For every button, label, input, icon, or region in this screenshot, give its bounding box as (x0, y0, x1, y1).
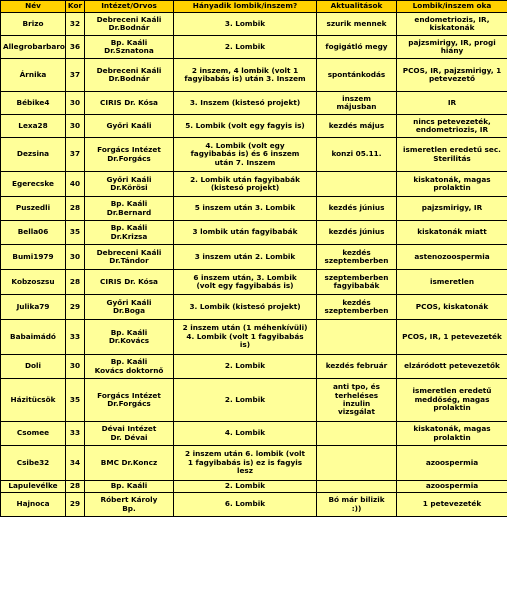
cell-age: 36 (66, 36, 85, 59)
cell-reason: ismeretlen (397, 270, 507, 295)
cell-age: 40 (66, 172, 85, 197)
cell-news: kezdés június (317, 197, 397, 221)
cell-reason: ismeretlen eredetű meddőség, magas prolaktin (397, 379, 507, 422)
cell-news: inszem májusban (317, 92, 397, 115)
table-header (1, 1, 507, 13)
table-row (1, 138, 507, 172)
table-row (1, 270, 507, 295)
cell-name: Házitücsök (1, 379, 66, 422)
table-row (1, 36, 507, 59)
table-row (1, 197, 507, 221)
cell-news: kezdés június (317, 221, 397, 245)
cell-reason: IR (397, 92, 507, 115)
cell-reason: PCOS, IR, 1 petevezeték (397, 320, 507, 355)
cell-clinic-doctor: Debreceni Kaáli Dr.Tándor (85, 245, 174, 270)
cell-news (317, 172, 397, 197)
cell-name: Lapulevélke (1, 481, 66, 493)
header-age: Kor (66, 1, 85, 13)
cell-age: 28 (66, 481, 85, 493)
table-row (1, 493, 507, 517)
cell-age: 33 (66, 320, 85, 355)
cell-reason: endometriozis, IR, kiskatonák (397, 13, 507, 36)
cell-attempt: 2 inszem után 6. lombik (volt 1 fagyibabás is) ez is fagyis lesz (174, 446, 317, 481)
cell-name: Csibe32 (1, 446, 66, 481)
cell-attempt: 2 inszem után (1 méhenkívüli) 4. Lombik (volt 1 fagyibabás is) (174, 320, 317, 355)
cell-name: Allegrobarbaro (1, 36, 66, 59)
cell-age: 29 (66, 493, 85, 517)
table-row (1, 245, 507, 270)
cell-attempt: 4. Lombik (volt egy fagyibabás is) és 6 inszem után 7. Inszem (174, 138, 317, 172)
header-attempt: Hányadik lombik/inszem? (174, 1, 317, 13)
cell-name: Bébike4 (1, 92, 66, 115)
cell-clinic-doctor: Bp. Kaáli Kovács doktornő (85, 355, 174, 379)
cell-reason: pajzsmirigy, IR, progi hiány (397, 36, 507, 59)
header-name: Név (1, 1, 66, 13)
table-row (1, 422, 507, 446)
cell-name: Brizo (1, 13, 66, 36)
cell-age: 28 (66, 270, 85, 295)
table-row (1, 115, 507, 138)
cell-name: Puszedli (1, 197, 66, 221)
cell-clinic-doctor: Bp. Kaáli Dr.Sznatona (85, 36, 174, 59)
cell-clinic-doctor: Győri Kaáli Dr.Boga (85, 295, 174, 320)
table-row (1, 13, 507, 36)
cell-age: 30 (66, 355, 85, 379)
cell-age: 37 (66, 138, 85, 172)
cell-reason: astenozoospermia (397, 245, 507, 270)
table-row (1, 92, 507, 115)
cell-reason: 1 petevezeték (397, 493, 507, 517)
cell-age: 35 (66, 221, 85, 245)
table-row (1, 295, 507, 320)
cell-clinic-doctor: Dévai Intézet Dr. Dévai (85, 422, 174, 446)
cell-age: 30 (66, 245, 85, 270)
cell-attempt: 3. Lombik (174, 13, 317, 36)
cell-name: Julika79 (1, 295, 66, 320)
cell-clinic-doctor: Bp. Kaáli Dr.Krizsa (85, 221, 174, 245)
cell-age: 35 (66, 379, 85, 422)
cell-news (317, 481, 397, 493)
cell-clinic-doctor: BMC Dr.Koncz (85, 446, 174, 481)
cell-reason: azoospermia (397, 481, 507, 493)
cell-reason: elzáródott petevezetők (397, 355, 507, 379)
cell-age: 30 (66, 92, 85, 115)
cell-reason: kiskatonák, magas prolaktin (397, 172, 507, 197)
table-row (1, 320, 507, 355)
cell-name: Bella06 (1, 221, 66, 245)
cell-attempt: 6. Lombik (174, 493, 317, 517)
cell-name: Bumi1979 (1, 245, 66, 270)
cell-attempt: 2. Lombik után fagyibabák (kistesó projekt) (174, 172, 317, 197)
cell-clinic-doctor: Győri Kaáli Dr.Körösi (85, 172, 174, 197)
cell-clinic-doctor: Forgács Intézet Dr.Forgács (85, 138, 174, 172)
cell-age: 32 (66, 13, 85, 36)
cell-attempt: 4. Lombik (174, 422, 317, 446)
cell-name: Lexa28 (1, 115, 66, 138)
cell-news: Bó már bilizik :)) (317, 493, 397, 517)
cell-news: spontánkodás (317, 59, 397, 92)
cell-age: 37 (66, 59, 85, 92)
cell-age: 28 (66, 197, 85, 221)
cell-news: anti tpo, és terheléses inzulin vizsgálat (317, 379, 397, 422)
cell-clinic-doctor: CIRIS Dr. Kósa (85, 92, 174, 115)
table-row (1, 221, 507, 245)
cell-clinic-doctor: Róbert Károly Bp. (85, 493, 174, 517)
table-body (1, 13, 507, 517)
cell-news: konzi 05.11. (317, 138, 397, 172)
cell-age: 29 (66, 295, 85, 320)
cell-news: kezdés szeptemberben (317, 245, 397, 270)
cell-name: Egerecske (1, 172, 66, 197)
cell-clinic-doctor: Bp. Kaáli Dr.Kovács (85, 320, 174, 355)
cell-name: Árnika (1, 59, 66, 92)
cell-news: kezdés szeptemberben (317, 295, 397, 320)
cell-news: kezdés február (317, 355, 397, 379)
table-row (1, 355, 507, 379)
table-row (1, 446, 507, 481)
cell-name: Hajnoca (1, 493, 66, 517)
cell-clinic-doctor: Bp. Kaáli (85, 481, 174, 493)
cell-reason: PCOS, IR, pajzsmirigy, 1 petevezető (397, 59, 507, 92)
cell-attempt: 3. Lombik (kistesó projekt) (174, 295, 317, 320)
cell-name: Csomee (1, 422, 66, 446)
cell-name: Babaimádó (1, 320, 66, 355)
cell-age: 34 (66, 446, 85, 481)
cell-attempt: 2. Lombik (174, 481, 317, 493)
cell-attempt: 2. Lombik (174, 355, 317, 379)
table-row (1, 379, 507, 422)
table-row (1, 172, 507, 197)
cell-clinic-doctor: Debreceni Kaáli Dr.Bodnár (85, 13, 174, 36)
cell-age: 33 (66, 422, 85, 446)
cell-reason: ismeretlen eredetű sec. Sterilitás (397, 138, 507, 172)
cell-attempt: 2. Lombik (174, 36, 317, 59)
cell-attempt: 3 lombik után fagyibabák (174, 221, 317, 245)
cell-reason: pajzsmirigy, IR (397, 197, 507, 221)
cell-attempt: 2. Lombik (174, 379, 317, 422)
cell-clinic-doctor: Bp. Kaáli Dr.Bernard (85, 197, 174, 221)
cell-name: Dezsina (1, 138, 66, 172)
cell-news (317, 446, 397, 481)
cell-reason: kiskatonák miatt (397, 221, 507, 245)
cell-clinic-doctor: Forgács Intézet Dr.Forgács (85, 379, 174, 422)
cell-reason: PCOS, kiskatonák (397, 295, 507, 320)
cell-attempt: 5 inszem után 3. Lombik (174, 197, 317, 221)
table-row (1, 59, 507, 92)
cell-reason: kiskatonák, magas prolaktin (397, 422, 507, 446)
cell-attempt: 5. Lombik (volt egy fagyis is) (174, 115, 317, 138)
cell-attempt: 3 inszem után 2. Lombik (174, 245, 317, 270)
header-clinic-doctor: Intézet/Orvos (85, 1, 174, 13)
cell-clinic-doctor: CIRIS Dr. Kósa (85, 270, 174, 295)
cell-name: Doli (1, 355, 66, 379)
header-news: Aktualitások (317, 1, 397, 13)
cell-attempt: 3. Inszem (kistesó projekt) (174, 92, 317, 115)
cell-attempt: 6 inszem után, 3. Lombik (volt egy fagyibabás is) (174, 270, 317, 295)
cell-reason: nincs petevezeték, endometriozis, IR (397, 115, 507, 138)
cell-news: szurik mennek (317, 13, 397, 36)
cell-news: kezdés május (317, 115, 397, 138)
header-row (1, 1, 507, 13)
cell-reason: azoospermia (397, 446, 507, 481)
cell-news (317, 422, 397, 446)
cell-news: szeptemberben fagyibabák (317, 270, 397, 295)
table-row (1, 481, 507, 493)
cell-attempt: 2 inszem, 4 lombik (volt 1 fagyibabás is) után 3. Inszem (174, 59, 317, 92)
cell-clinic-doctor: Debreceni Kaáli Dr.Bodnár (85, 59, 174, 92)
header-reason: Lombik/inszem oka (397, 1, 507, 13)
cell-clinic-doctor: Győri Kaáli (85, 115, 174, 138)
cell-news (317, 320, 397, 355)
cell-name: Kobzoszsu (1, 270, 66, 295)
cell-age: 30 (66, 115, 85, 138)
cell-news: fogigátló megy (317, 36, 397, 59)
